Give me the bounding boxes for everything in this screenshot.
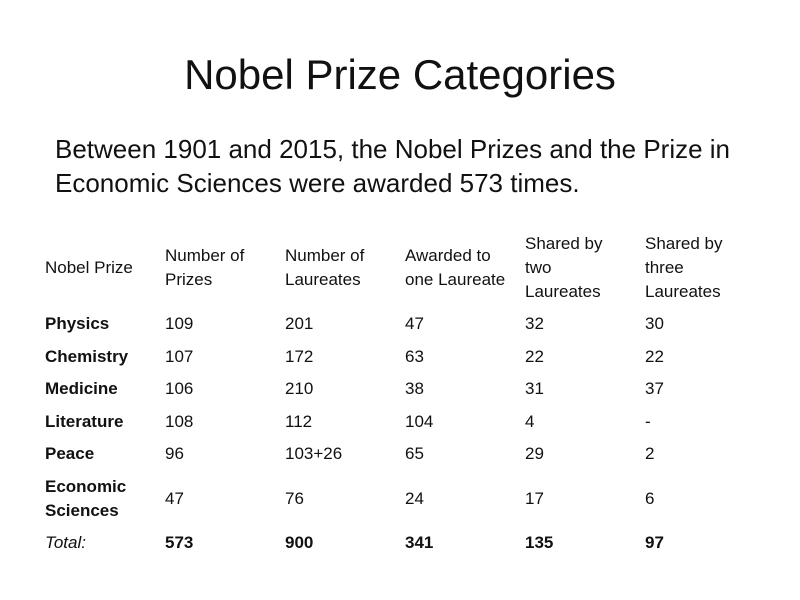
total-prizes: 573	[165, 532, 194, 552]
cell-two-laureates: 29	[525, 444, 544, 464]
table-header-row	[36, 228, 756, 308]
cell-one-laureate: 63	[405, 346, 424, 366]
total-label: Total:	[45, 532, 86, 552]
header-awarded-to-one: Awarded to one Laureate	[405, 246, 506, 289]
cell-one-laureate: 38	[405, 379, 424, 399]
cell-prizes: 108	[165, 411, 194, 431]
cell-three-laureates: 37	[645, 379, 664, 399]
table-row	[36, 471, 756, 527]
header-number-of-prizes: Number of Prizes	[165, 246, 245, 289]
header-shared-by-three: Shared by three Laureates	[645, 234, 723, 301]
cell-one-laureate: 24	[405, 488, 424, 508]
cell-laureates: 210	[285, 379, 314, 399]
cell-laureates: 103+26	[285, 444, 343, 464]
cell-prizes: 107	[165, 346, 194, 366]
cell-three-laureates: -	[645, 411, 651, 431]
cell-three-laureates: 30	[645, 314, 664, 334]
cell-laureates: 172	[285, 346, 314, 366]
category-name: Literature	[45, 411, 124, 431]
total-laureates: 900	[285, 532, 314, 552]
cell-prizes: 109	[165, 314, 194, 334]
cell-one-laureate: 47	[405, 314, 424, 334]
category-name: Medicine	[45, 379, 118, 399]
cell-two-laureates: 31	[525, 379, 544, 399]
total-three-laureates: 97	[645, 532, 664, 552]
category-name: Physics	[45, 314, 110, 334]
cell-three-laureates: 2	[645, 444, 655, 464]
cell-one-laureate: 104	[405, 411, 434, 431]
table-row	[36, 438, 756, 471]
cell-laureates: 201	[285, 314, 314, 334]
header-number-of-laureates: Number of Laureates	[285, 246, 365, 289]
table-header	[36, 228, 756, 308]
category-name: Economic Sciences	[45, 476, 127, 520]
cell-prizes: 47	[165, 488, 184, 508]
cell-two-laureates: 32	[525, 314, 544, 334]
total-one-laureate: 341	[405, 532, 434, 552]
cell-three-laureates: 6	[645, 488, 655, 508]
cell-two-laureates: 17	[525, 488, 544, 508]
cell-two-laureates: 4	[525, 411, 535, 431]
cell-laureates: 76	[285, 488, 304, 508]
table-row	[36, 308, 756, 341]
total-row	[36, 527, 756, 560]
table-row	[36, 373, 756, 406]
total-two-laureates: 135	[525, 532, 554, 552]
header-shared-by-two: Shared by two Laureates	[525, 234, 603, 301]
header-nobel-prize: Nobel Prize	[45, 258, 133, 277]
table-body	[36, 308, 756, 559]
cell-prizes: 96	[165, 444, 184, 464]
cell-one-laureate: 65	[405, 444, 424, 464]
nobel-prize-table	[36, 228, 756, 559]
table-row	[36, 406, 756, 439]
cell-two-laureates: 22	[525, 346, 544, 366]
category-name: Chemistry	[45, 346, 129, 366]
cell-three-laureates: 22	[645, 346, 664, 366]
slide-subtitle: Between 1901 and 2015, the Nobel Prizes and the Prize in Economic Sciences were awarded 573 times.	[55, 134, 731, 198]
table-row	[36, 341, 756, 374]
cell-laureates: 112	[285, 411, 313, 431]
category-name: Peace	[45, 444, 95, 464]
slide-title: Nobel Prize Categories	[184, 51, 616, 98]
cell-prizes: 106	[165, 379, 194, 399]
